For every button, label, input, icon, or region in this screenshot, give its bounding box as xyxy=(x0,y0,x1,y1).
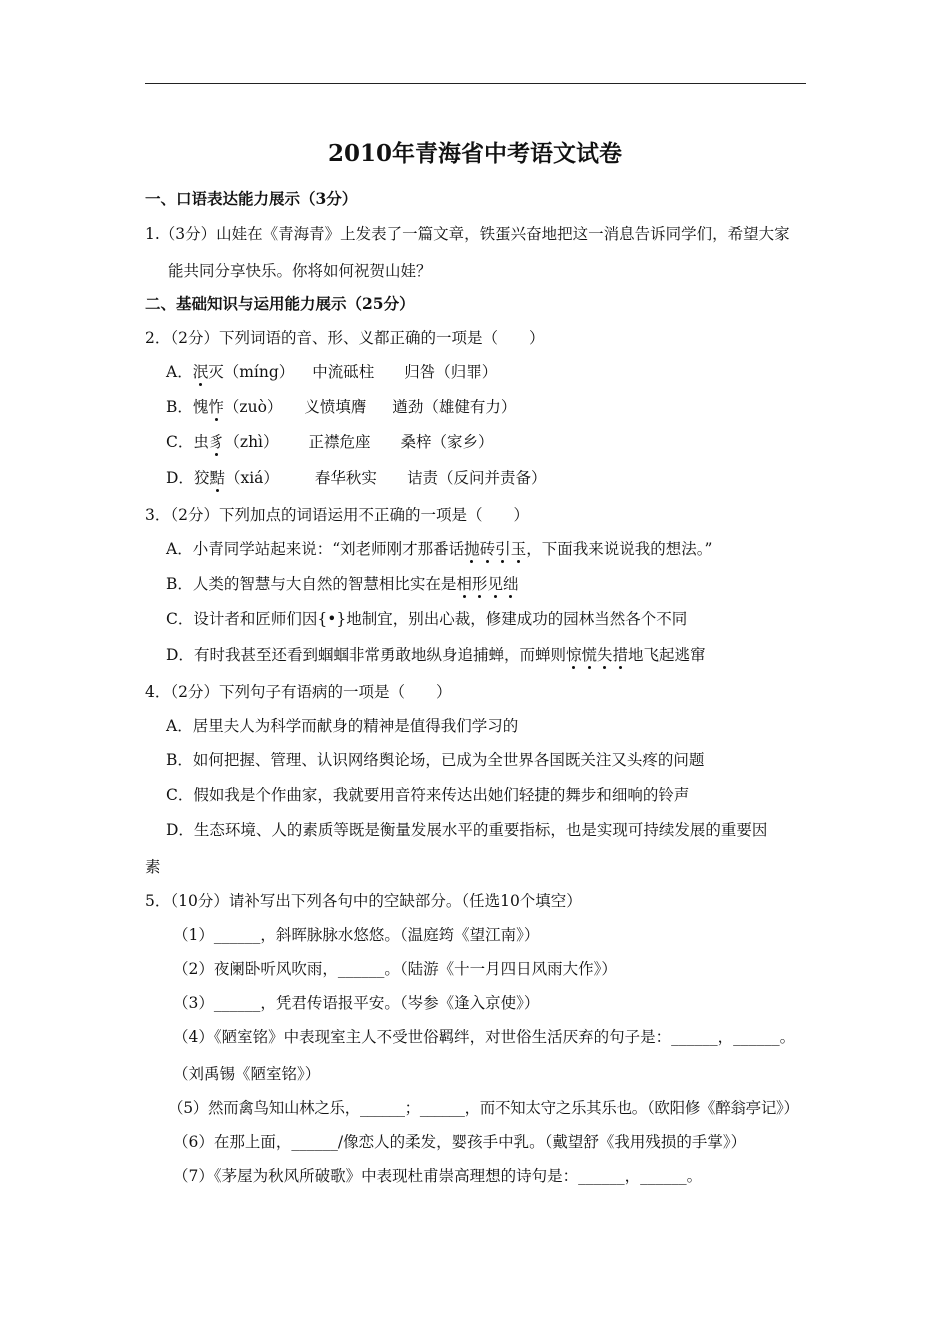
dotted-char: 引 xyxy=(495,540,511,558)
dotted-char: 抛 xyxy=(464,540,480,558)
option-word-pre: 狡 xyxy=(193,469,210,487)
q3-option-a xyxy=(166,539,712,559)
q5-item-3: （3）______，凭君传语报平安。（岑参《逢入京使》） xyxy=(173,994,540,1012)
option-word-3: 归咎（归罪） xyxy=(404,363,498,381)
option-label: D． xyxy=(166,469,194,487)
option-label: D． xyxy=(166,646,194,664)
option-text-pre: 小青同学站起来说：“刘老师刚才那番话 xyxy=(192,540,465,558)
option-text-post: ，下面我来说说我的想法。” xyxy=(526,540,713,558)
dotted-char: 失 xyxy=(596,646,613,664)
field-code-mark: {•} xyxy=(317,610,347,628)
dotted-char: 黠 xyxy=(209,469,225,487)
option-text-pre: 设计者和匠师们因 xyxy=(193,610,318,628)
q4-stem: 4．（2分）下列句子有语病的一项是（ ） xyxy=(145,683,452,701)
option-word-post: （zhì） xyxy=(224,433,279,451)
q4-option-c: C．假如我是个作曲家，我就要用音符来传达出她们轻捷的舞步和细响的铃声 xyxy=(166,786,690,804)
dotted-char: 相 xyxy=(456,575,472,593)
q4-option-d-continued: 素 xyxy=(145,858,161,876)
dotted-char: 慌 xyxy=(581,646,597,664)
option-text-post: 地飞起逃窜 xyxy=(628,646,706,664)
section-1-heading: 一、口语表达能力展示（3分） xyxy=(145,189,358,208)
dotted-char: 绌 xyxy=(502,575,519,593)
q4-option-a: A．居里夫人为科学而献身的精神是值得我们学习的 xyxy=(166,717,519,735)
q2-stem: 2．（2分）下列词语的音、形、义都正确的一项是（ ） xyxy=(145,329,545,347)
dotted-char: 泯 xyxy=(192,363,209,381)
option-word-2: 春华秋实 xyxy=(314,469,377,487)
q1-text: 1.（3分）山娃在《青海青》上发表了一篇文章，铁蛋兴奋地把这一消息告诉同学们，希望大家 xyxy=(145,225,790,243)
option-label: B． xyxy=(166,575,193,593)
q4-option-b: B．如何把握、管理、认识网络舆论场，已成为全世界各国既关注又头疼的问题 xyxy=(166,751,705,769)
q3-option-c xyxy=(166,609,687,629)
option-text-pre: 有时我甚至还看到蝈蝈非常勇敢地纵身追捕蝉，而蝉则 xyxy=(193,646,566,664)
option-label: A． xyxy=(166,363,193,381)
q3-stem: 3．（2分）下列加点的词语运用不正确的一项是（ ） xyxy=(145,506,529,524)
option-word-2: 义愤填膺 xyxy=(304,398,367,416)
dotted-char: 玉 xyxy=(510,540,527,558)
option-text-post: 地制宜，别出心裁，修建成功的园林当然各个不同 xyxy=(346,610,688,628)
option-label: B． xyxy=(166,398,193,416)
q5-item-7: （7）《茅屋为秋风所破歌》中表现杜甫崇高理想的诗句是：______，______。 xyxy=(173,1167,703,1185)
q2-option-d xyxy=(166,468,546,488)
q2-option-a xyxy=(166,362,497,382)
dotted-char: 形 xyxy=(471,575,488,593)
dotted-char: 怍 xyxy=(208,398,224,416)
q5-item-2: （2）夜阑卧听风吹雨，______。（陆游《十一月四日风雨大作》） xyxy=(173,960,617,978)
q3-option-d xyxy=(166,645,706,665)
q3-option-b xyxy=(166,574,518,594)
exam-title: 2010年青海省中考语文试卷 xyxy=(327,140,622,167)
q5-stem: 5．（10分）请补写出下列各句中的空缺部分。（任选10个填空） xyxy=(145,892,582,910)
dotted-char: 惊 xyxy=(565,646,582,664)
option-word-pre: 愧 xyxy=(192,398,209,416)
option-word-3: 遒劲（雄健有力） xyxy=(392,398,517,416)
dotted-char: 见 xyxy=(487,575,503,593)
q2-option-b xyxy=(166,397,516,417)
q1-text-continued: 能共同分享快乐。你将如何祝贺山娃？ xyxy=(168,262,432,280)
section-2-heading: 二、基础知识与运用能力展示（25分） xyxy=(145,294,415,313)
option-word-post: 灭（míng） xyxy=(208,363,295,381)
q5-item-1: （1）______，斜晖脉脉水悠悠。（温庭筠《望江南》） xyxy=(173,926,540,944)
q4-option-d: D．生态环境、人的素质等既是衡量发展水平的重要指标，也是实现可持续发展的重要因 xyxy=(166,821,768,839)
dotted-char: 措 xyxy=(612,646,629,664)
option-word-post: （zuò） xyxy=(223,398,283,416)
option-label: A． xyxy=(166,540,193,558)
option-word-2: 正襟危座 xyxy=(308,433,371,451)
q5-item-5: （5）然而禽鸟知山林之乐，______；______，而不知太守之乐其乐也。（欧阳修《醉翁亭记》） xyxy=(168,1099,799,1117)
option-word-3: 诘责（反问并责备） xyxy=(406,469,547,487)
q5-item-4: （4）《陋室铭》中表现室主人不受世俗羁绊，对世俗生活厌弃的句子是：______，______。 xyxy=(173,1028,796,1046)
q5-item-4-continued: （刘禹锡《陋室铭》） xyxy=(173,1065,321,1083)
option-word-3: 桑梓（家乡） xyxy=(400,433,494,451)
header-rule xyxy=(145,83,806,84)
q2-option-c xyxy=(166,432,494,452)
q5-item-6: （6）在那上面，______/像恋人的柔发，婴孩手中乳。（戴望舒《我用残损的手掌》） xyxy=(173,1133,747,1151)
dotted-char: 砖 xyxy=(479,540,496,558)
option-text-pre: 人类的智慧与大自然的智慧相比实在是 xyxy=(192,575,457,593)
option-word-2: 中流砥柱 xyxy=(312,363,375,381)
dotted-char: 豸 xyxy=(208,433,225,451)
option-label: C． xyxy=(166,433,194,451)
option-word-post: （xiá） xyxy=(224,469,279,487)
option-word-pre: 虫 xyxy=(193,433,209,451)
option-label: C． xyxy=(166,610,194,628)
